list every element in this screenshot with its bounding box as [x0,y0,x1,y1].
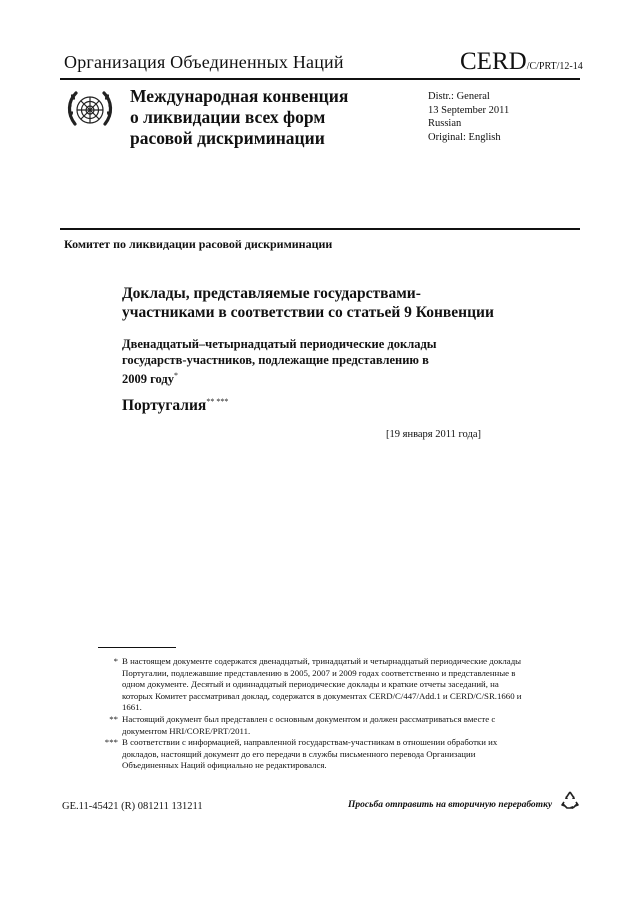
recycle-icon [560,790,580,810]
footnote-text: В соответствии с информацией, направленной государствам-участникам в отношении обработки их докладов, настоящий документ до его передачи в службы письменного перевода Организации Объединенных Наций официально не редактировался. [122,737,498,771]
distribution-line: Original: English [428,131,501,143]
report-date: [19 января 2011 года] [386,429,481,440]
country-name: Португалия [122,397,207,415]
distribution-line: Russian [428,118,462,129]
footnote-ref: ** *** [206,397,229,406]
footnote-mark: *** [104,737,118,748]
report-subtitle-line: государств-участников, подлежащие представлению в [122,353,429,367]
report-subtitle-line: Двенадцатый–четырнадцатый периодические доклады [122,337,437,351]
report-subtitle-text: 2009 году [122,372,174,387]
organization-name: Организация Объединенных Наций [64,52,344,72]
document-symbol [460,48,583,76]
footnote-separator [98,647,176,648]
report-subtitle-line [122,368,437,387]
footnote-ref: * [173,371,178,380]
convention-title-line: о ликвидации всех форм [130,107,326,127]
footnote [88,737,528,772]
job-number: GE.11-45421 (R) 081211 131211 [62,801,203,812]
document-symbol-main: CERD [460,48,527,75]
footnote-mark: * [113,656,118,666]
country-heading [122,397,228,415]
convention-title-line: Международная конвенция [130,86,349,106]
distribution-line: 13 September 2011 [428,104,510,116]
distribution-block [428,90,509,144]
distribution-line: Distr.: General [428,91,490,102]
footnote [88,656,528,714]
section-rule [60,228,580,230]
convention-title [130,86,348,149]
footnote-text: В настоящем документе содержатся двенадцатый, тринадцатый и четырнадцатый периодические доклады Португалии, подлежавшие представлению в 2005, 2007 и 2009 годах соответственно и представленные в одном документе. Десятый и одиннадцатый периодические доклады и краткие отчеты заседаний, на которых Комитет рассматривал доклад, содержатся в документах CERD/C/447/Add.1 и CERD/C/SR.1660 и 1661. [122,656,522,713]
footnotes [88,656,528,772]
report-title [122,284,494,322]
report-subtitle [122,336,437,387]
header-rule [60,78,580,80]
report-title-line: Доклады, представляемые государствами- [122,285,421,302]
footnote [88,714,528,737]
document-symbol-sub: /C/PRT/12-14 [526,61,583,72]
un-emblem-icon [64,84,116,136]
recycle-note: Просьба отправить на вторичную переработку [348,800,553,810]
committee-name: Комитет по ликвидации расовой дискриминации [64,237,333,251]
report-title-line: участниками в соответствии со статьей 9 Конвенции [122,304,494,321]
footnote-mark: ** [109,713,118,724]
footnote-text: Настоящий документ был представлен с основным документом и должен рассматриваться вместе с документом HRI/CORE/PRT/2011. [122,713,496,736]
convention-title-line: расовой дискриминации [130,128,325,148]
